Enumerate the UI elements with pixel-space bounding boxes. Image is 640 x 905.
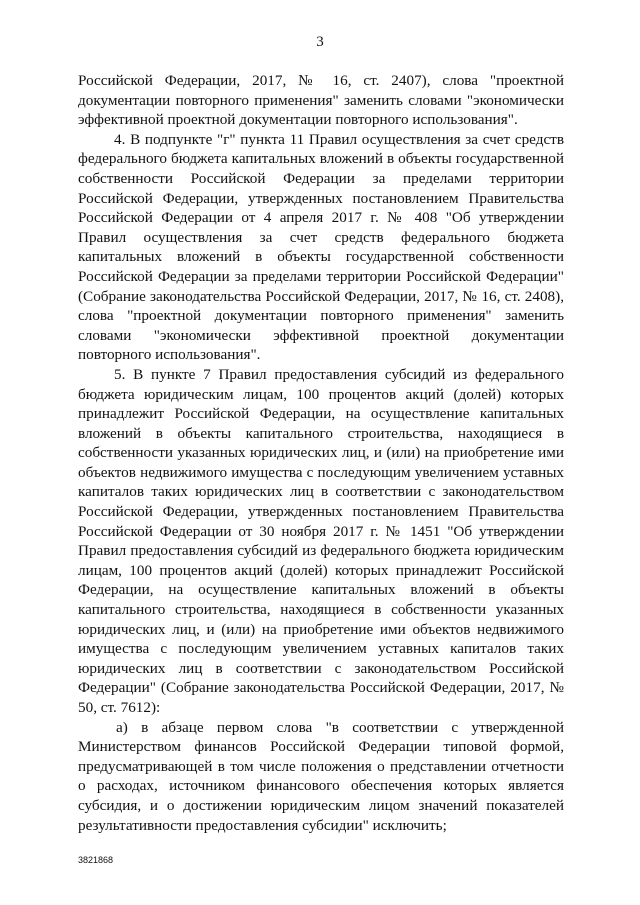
page-number: 3: [316, 34, 324, 50]
paragraph-continuation: Российской Федерации, 2017, № 16, ст. 2407), слова "проектной документации повторного применения" заменить словами "экономически эффективной проектной документации повторного использования".: [78, 72, 564, 129]
document-code: 3821868: [78, 855, 114, 865]
paragraph-item-5: 5. В пункте 7 Правил предоставления субсидий из федерального бюджета юридическим лицам, 100 процентов акций (долей) которых принадлежит Российской Федерации, на осуществление капитальных вложений в объекты капитального строительства, находящиеся в собственности указанных юридических лиц, и (или) на приобретение ими объектов недвижимого имущества с последующим увеличением уставных капиталов таких юридических лиц в соответствии с законодательством Российской Федерации, утвержденных постановлением Правительства Российской Федерации от 30 ноября 2017 г. № 1451 "Об утверждении Правил предоставления субсидий из федерального бюджета юридическим лицам, 100 процентов акций (долей) которых принадлежит Российской Федерации, на осуществление капитальных вложений в объекты капитального строительства, находящиеся в собственности указанных юридических лиц, и (или) на приобретение ими объектов недвижимого имущества с последующим увеличением уставных капиталов таких юридических лиц в соответствии с законодательством Российской Федерации" (Собрание законодательства Российской Федерации, 2017, № 50, ст. 7612):: [78, 365, 564, 716]
document-body: [78, 71, 564, 835]
paragraph-subitem-a: а) в абзаце первом слова "в соответствии с утвержденной Министерством финансов Российской Федерации типовой формой, предусматривающей в том числе положения о представлении отчетности о расходах, источником финансового обеспечения которых является субсидия, и о достижении юридическим лицом значений показателей результативности предоставления субсидии" исключить;: [78, 718, 564, 834]
paragraph-item-4: 4. В подпункте "г" пункта 11 Правил осуществления за счет средств федерального бюджета капитальных вложений в объекты государственной собственности Российской Федерации за пределами территории Российской Федерации, утвержденных постановлением Правительства Российской Федерации от 4 апреля 2017 г. № 408 "Об утверждении Правил осуществления за счет средств федерального бюджета капитальных вложений в объекты государственной собственности Российской Федерации за пределами территории Российской Федерации" (Собрание законодательства Российской Федерации, 2017, № 16, ст. 2408), слова "проектной документации повторного применения" заменить словами "экономически эффективной проектной документации повторного использования".: [78, 130, 564, 364]
